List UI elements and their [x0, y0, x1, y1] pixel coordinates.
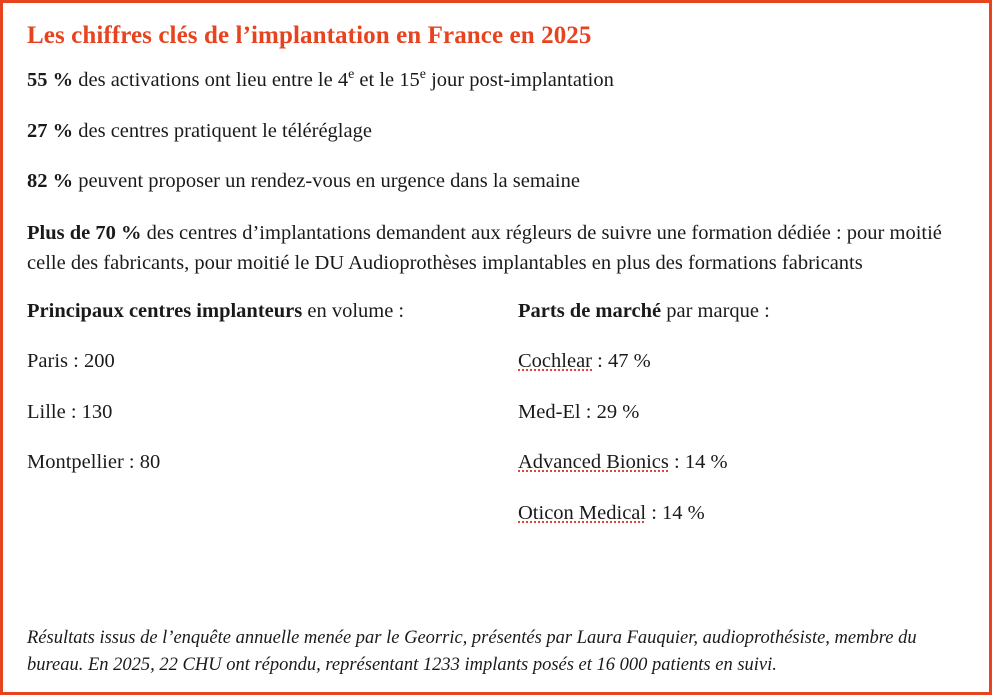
list-item: Montpellier : 80 [27, 451, 161, 474]
column-right-heading-bold: Parts de marché [518, 300, 662, 323]
brand-share: : 14 % [646, 502, 705, 525]
list-item [518, 399, 965, 426]
stat-value-55: 55 % [27, 69, 74, 91]
stat-text-part2: et le 15 [354, 69, 420, 91]
stat-text-part1: des activations ont lieu entre le 4 [73, 69, 349, 91]
paragraph-body-text: des centres d’implantations demandent aux régleurs de suivre une formation dédiée : pour moitié celle des fabricants, pour moitié le DU Audioprothèses implantables en plus des formations fabricants [27, 222, 942, 274]
column-left-heading-bold: Principaux centres implanteurs [27, 300, 303, 323]
stat-value-82: 82 % [27, 170, 74, 193]
list-item: Lille : 130 [27, 400, 113, 423]
brand-name: Med-El [518, 400, 581, 423]
two-column-section [27, 298, 965, 550]
column-parts-de-marche [496, 298, 965, 550]
paragraph-lead-value: Plus de 70 % [27, 222, 142, 245]
footnote: Résultats issus de l’enquête annuelle menée par le Georric, présentés par Laura Fauquier, audioprothésiste, membre du bureau. En 2025, 22 CHU ont répondu, représentant 1233 implants posés et 16 000 patients en suivi. [27, 628, 917, 675]
brand-name: Cochlear [518, 350, 592, 373]
column-right-heading [518, 298, 965, 325]
stat-value-27: 27 % [27, 119, 74, 142]
column-left-heading-rest: en volume : [302, 300, 405, 323]
column-left-heading [27, 298, 496, 325]
stat-line-urgence [27, 168, 965, 196]
stat-line-teleréglage [27, 118, 965, 146]
stat-text-teleréglage: des centres pratiquent le téléréglage [73, 119, 372, 142]
column-centres-implanteurs [27, 298, 496, 550]
brand-name: Advanced Bionics [518, 451, 669, 474]
list-item: Paris : 200 [27, 350, 115, 373]
brand-share: : 47 % [592, 350, 651, 373]
list-item [518, 348, 965, 375]
list-item [518, 500, 965, 527]
list-item [518, 449, 965, 476]
stat-line-activations [27, 67, 965, 95]
stat-text-part3: jour post-implantation [425, 69, 614, 91]
column-right-heading-rest: par marque : [661, 300, 770, 323]
brand-share: : 14 % [668, 451, 728, 474]
ordinal-suffix-4: e [348, 67, 355, 83]
brand-share: : 29 % [580, 400, 640, 423]
ordinal-suffix-15: e [419, 67, 426, 83]
brand-name: Oticon Medical [518, 502, 647, 525]
stat-text-urgence: peuvent proposer un rendez-vous en urgence dans la semaine [73, 170, 580, 193]
page-title: Les chiffres clés de l’implantation en France en 2025 [27, 22, 592, 49]
paragraph-formation [27, 219, 965, 278]
